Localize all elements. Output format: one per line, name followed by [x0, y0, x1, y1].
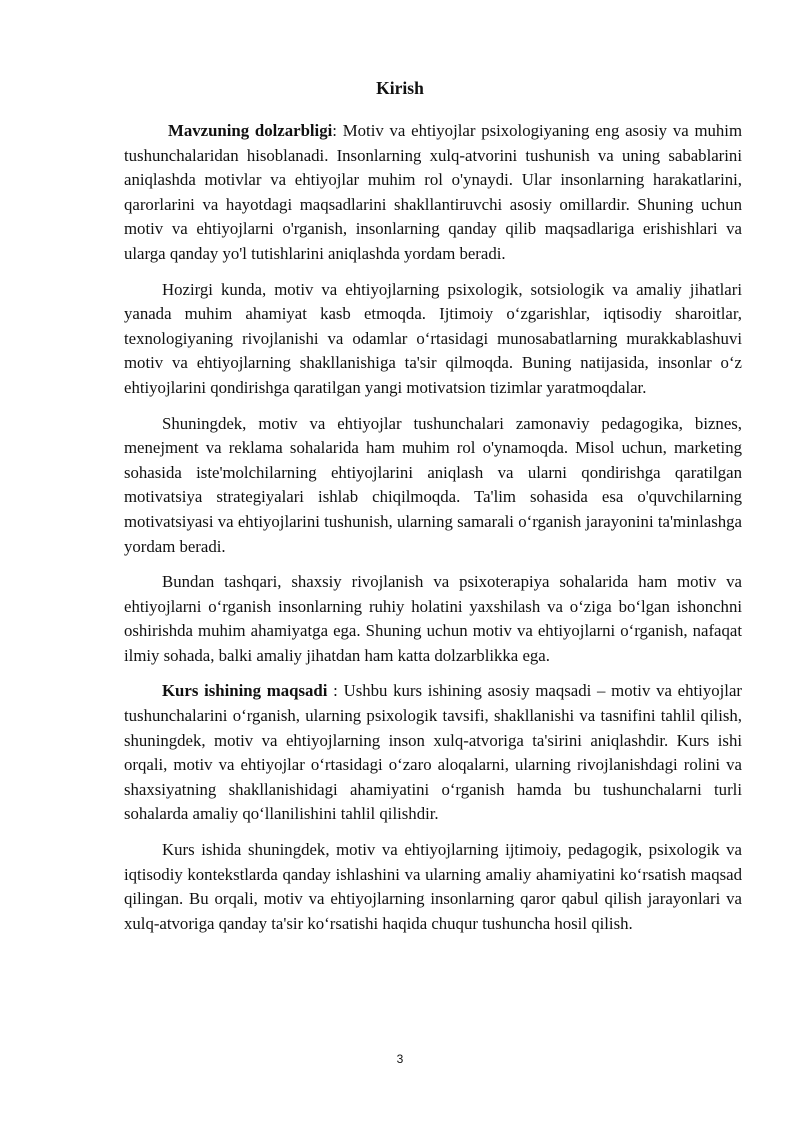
paragraph-text: : Ushbu kurs ishining asosiy maqsadi – motiv va ehtiyojlar tushunchalarini o‘rganish, ularning psixologik tavsifi, shakllanishi va tasnifini tahlil qilish, shuningdek, motiv va ehtiyojlarning inson xulq-atvoriga ta'sirini aniqlashdir. Kurs ishi orqali, motiv va ehtiyojlar o‘rtasidagi o‘zaro aloqalarni, ularning rivojlanishdagi rolini va shaxsiyatning shakllanishidagi ahamiyatini o‘rganish hamda bu tushunchalarni turli sohalarda amaliy qo‘llanilishini tahlil qilishdir.: [124, 681, 742, 824]
paragraph-current-state: [124, 278, 742, 401]
paragraph-text: : Motiv va ehtiyojlar psixologiyaning eng asosiy va muhim tushunchalaridan hisoblanadi. Insonlarning xulq-atvorini tushunish va uning sabablarini aniqlashda motivlar va ehtiyojlar muhim rol o'ynaydi. Ular insonlarning harakatlarini, qarorlarini va hayotdagi maqsadlarini shakllantiruvchi asosiy omillardir. Shuning uchun motiv va ehtiyojlarni o'rganish, insonlarning qanday qilib maqsadlariga erishishlari va ularga qanday yo'l tutishlarini aniqlashda yordam beradi.: [124, 121, 742, 263]
paragraph-text: Kurs ishida shuningdek, motiv va ehtiyojlarning ijtimoiy, pedagogik, psixologik va iqtisodiy kontekstlarda qanday ishlashini va ularning amaliy ahamiyatini ko‘rsatish maqsad qilingan. Bu orqali, motiv va ehtiyojlarning insonlarning qaror qabul qilish jarayonlari va xulq-atvoriga qanday ta'sir ko‘rsatishi haqida chuqur tushuncha hosil qilish.: [124, 840, 742, 933]
paragraph-lead: Mavzuning dolzarbligi: [168, 121, 333, 140]
paragraph-personal-development: [124, 570, 742, 668]
body-text: [124, 119, 742, 936]
paragraph-lead: Kurs ishining maqsadi: [162, 681, 328, 701]
paragraph-course-goal: [124, 679, 742, 827]
page-title: Kirish: [376, 78, 424, 98]
paragraph-relevance: [124, 119, 742, 267]
paragraph-text: Bundan tashqari, shaxsiy rivojlanish va psixoterapiya sohalarida ham motiv va ehtiyojlarni o‘rganish insonlarning ruhiy holatini yaxshilash va o‘ziga bo‘lgan ishonchni oshirishda muhim ahamiyatga ega. Shuning uchun motiv va ehtiyojlarni o‘rganish, nafaqat ilmiy sohada, balki amaliy jihatdan ham katta dolzarblikka ega.: [124, 572, 742, 665]
page-number: 3: [396, 1052, 404, 1066]
paragraph-text: Shuningdek, motiv va ehtiyojlar tushunchalari zamonaviy pedagogika, biznes, menejment va reklama sohalarida ham muhim rol o'ynamoqda. Misol uchun, marketing sohasida iste'molchilarning ehtiyojlarini aniqlash va ularni qondirishga qaratilgan motivatsiya strategiyalari ishlab chiqilmoqda. Ta'lim sohasida esa o'quvchilarning motivatsiyasi va ehtiyojlarini tushunish, ularning samarali o‘rganish jarayonini ta'minlashga yordam beradi.: [124, 413, 742, 556]
paragraph-applied-fields: [124, 412, 742, 560]
paragraph-course-scope: [124, 838, 742, 936]
paragraph-text: Hozirgi kunda, motiv va ehtiyojlarning psixologik, sotsiologik va amaliy jihatlari yanada muhim ahamiyat kasb etmoqda. Ijtimoiy o‘zgarishlar, iqtisodiy sharoitlar, texnologiyaning rivojlanishi va odamlar o‘rtasidagi munosabatlarning murakkablashuvi motiv va ehtiyojlarning shakllanishiga ta'sir qilmoqda. Buning natijasida, insonlar o‘z ehtiyojlarini qondirishga qaratilgan yangi motivatsion tizimlar yaratmoqdalar.: [124, 279, 742, 397]
